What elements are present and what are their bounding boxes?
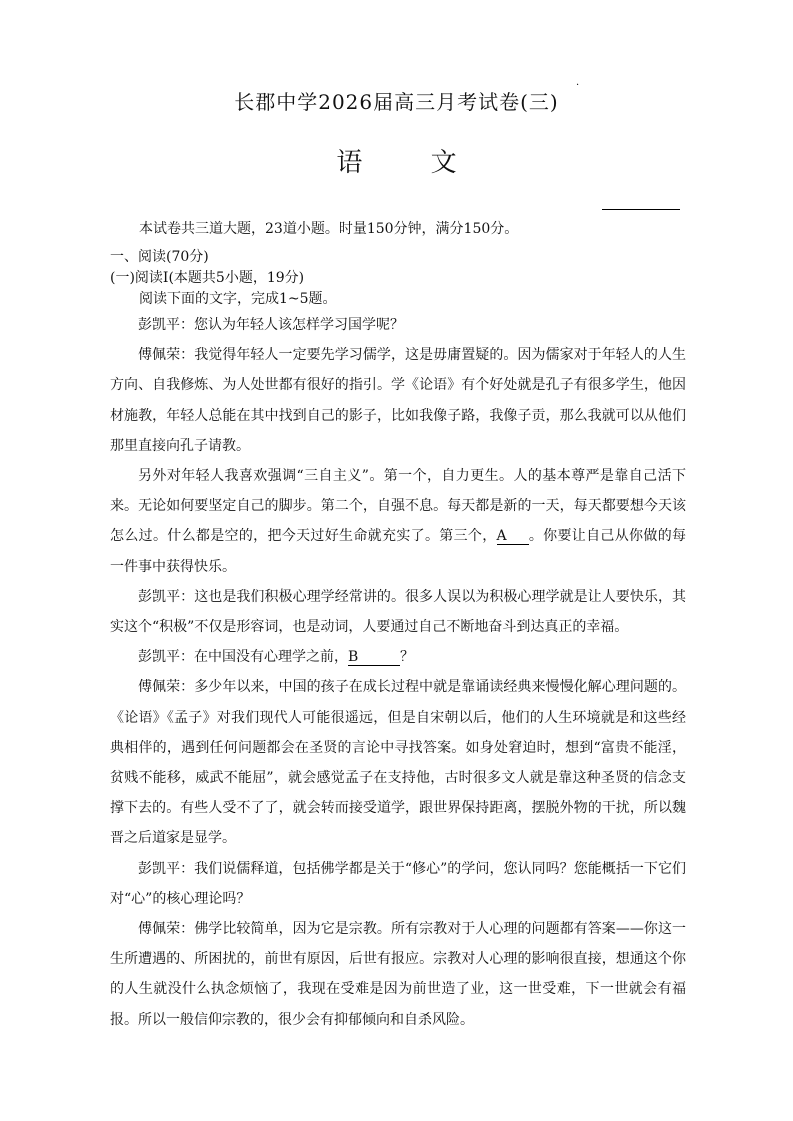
paragraph-5-before: 彭凯平：在中国没有心理学之前， xyxy=(138,649,348,666)
reading-passage xyxy=(110,310,686,1035)
reading-instruction: 阅读下面的文字，完成1~5题。 xyxy=(139,291,337,307)
section-heading: 一、阅读(70分) xyxy=(110,249,209,265)
title-dot-mark: · xyxy=(576,80,581,91)
paragraph-8: 傅佩荣：佛学比较简单，因为它是宗教。所有宗教对于人心理的问题都有答案——你这一生所遭遇的、所困扰的，前世有原因，后世有报应。宗教对人心理的影响很直接，想通这个你的人生就没什么执念烦恼了，我现在受难是因为前世造了业，这一世受难，下一世就会有福报。所以一般信仰宗教的，很少会有抑郁倾向和自杀风险。 xyxy=(110,921,686,1028)
blank-b: B xyxy=(348,649,400,666)
paragraph-3 xyxy=(110,461,686,582)
subsection-heading: (一)阅读Ⅰ(本题共5小题，19分) xyxy=(110,270,305,286)
name-underline xyxy=(602,209,680,210)
paragraph-2: 傅佩荣：我觉得年轻人一定要先学习儒学，这是毋庸置疑的。因为儒家对于年轻人的人生方向、自我修炼、为人处世都有很好的指引。学《论语》有个好处就是孔子有很多学生，他因材施教，年轻人总能在其中找到自己的影子，比如我像子路，我像子贡，那么我就可以从他们那里直接向孔子请教。 xyxy=(110,347,686,454)
subject-title: 语 文 xyxy=(336,148,487,178)
blank-a: A xyxy=(497,528,529,545)
exam-intro: 本试卷共三道大题，23道小题。时量150分钟，满分150分。 xyxy=(139,221,519,237)
paragraph-4: 彭凯平：这也是我们积极心理学经常讲的。很多人误以为积极心理学就是让人要快乐，其实这个“积极”不仅是形容词，也是动词，人要通过自己不断地奋斗到达真正的幸福。 xyxy=(110,588,686,636)
exam-title-text: 长郡中学2026届高三月考试卷(三) xyxy=(234,90,559,114)
paragraph-5-after: ？ xyxy=(400,649,414,666)
paragraph-3-after: 。你要让自己从你做的每一件事中获得快乐。 xyxy=(110,528,687,575)
paragraph-1: 彭凯平：您认为年轻人该怎样学习国学呢？ xyxy=(138,317,404,333)
paragraph-7: 彭凯平：我们说儒释道，包括佛学都是关于“修心”的学问，您认同吗？您能概括一下它们对“心”的核心理论吗？ xyxy=(110,860,686,907)
paragraph-6: 傅佩荣：多少年以来，中国的孩子在成长过程中就是靠诵读经典来慢慢化解心理问题的。《论语》《孟子》对我们现代人可能很遥远，但是自宋朝以后，他们的人生环境就是和这些经典相伴的，遇到任何问题都会在圣贤的言论中寻找答案。如身处窘迫时，想到“富贵不能淫，贫贱不能移，威武不能屈”，就会感觉孟子在支持他，古时很多文人就是靠这种圣贤的信念支撑下去的。有些人受不了了，就会转而接受道学，跟世界保持距离，摆脱外物的干扰，所以魏晋之后道家是显学。 xyxy=(110,679,686,847)
exam-title xyxy=(0,80,793,115)
paragraph-3-before: 另外对年轻人我喜欢强调“三自主义”。第一个，自力更生。人的基本尊严是靠自己活下来。无论如何要坚定自己的脚步。第二个，自强不息。每天都是新的一天，每天都要想今天该怎么过。什么都是空的，把今天过好生命就充实了。第三个， xyxy=(110,468,686,545)
paragraph-5 xyxy=(110,642,686,672)
